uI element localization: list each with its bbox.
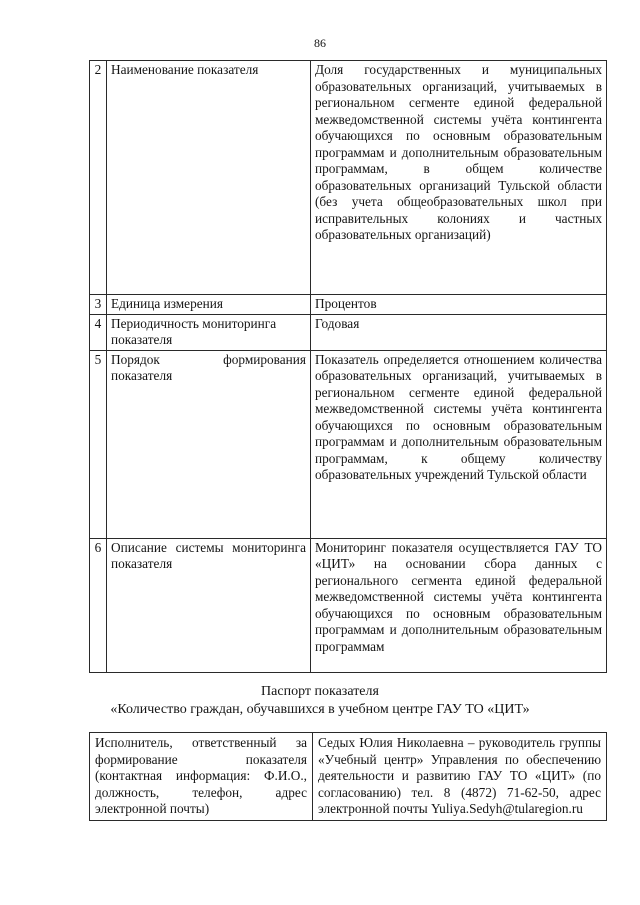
row-label: Единица измерения [107, 295, 311, 315]
table-row [90, 538, 607, 672]
row-label: Наименование показателя [107, 61, 311, 295]
row-value: Доля государственных и муниципальных образовательных организаций, учитываемых в региональном сегменте единой федеральной межведомственной системы учёта контингента обучающихся по основным образовательным программам и дополнительным образовательным программам, в общем количестве образовательных организаций Тульской области (без учета общеобразовательных школ при исправительных колониях и частных образовательных организаций) [311, 61, 607, 295]
indicator-table [89, 60, 607, 673]
row-label: Периодичность мониторинга показателя [107, 314, 311, 350]
row-number: 5 [90, 350, 107, 538]
passport-table [89, 732, 607, 821]
row-value: Процентов [311, 295, 607, 315]
table-row [90, 314, 607, 350]
row-number: 2 [90, 61, 107, 295]
table-row [90, 295, 607, 315]
executor-label: Исполнитель, ответственный за формирование показателя (контактная информация: Ф.И.О., должность, телефон, адрес электронной почты) [90, 733, 313, 821]
row-number: 6 [90, 538, 107, 672]
passport-subtitle: «Количество граждан, обучавшихся в учебном центре ГАУ ТО «ЦИТ» [110, 702, 530, 717]
row-number: 3 [90, 295, 107, 315]
row-label: Порядок формирования показателя [107, 350, 311, 538]
row-number: 4 [90, 314, 107, 350]
row-value: Мониторинг показателя осуществляется ГАУ ТО «ЦИТ» на основании сбора данных с регионального сегмента единой федеральной межведомственной системы учёта контингента обучающихся по основным образовательным программам и дополнительным образовательным программам [311, 538, 607, 672]
row-value: Показатель определяется отношением количества образовательных организаций, учитываемых в региональном сегменте единой федеральной межведомственной системы учёта контингента обучающихся по основным образовательным программам и дополнительным образовательным программам, к общему количеству образовательных учреждений Тульской области [311, 350, 607, 538]
passport-title: Паспорт показателя [261, 684, 379, 699]
row-value: Годовая [311, 314, 607, 350]
table-row [90, 733, 607, 821]
table-row [90, 61, 607, 295]
table-row [90, 350, 607, 538]
row-label: Описание системы мониторинга показателя [107, 538, 311, 672]
page-number: 86 [314, 36, 326, 50]
executor-value: Седых Юлия Николаевна – руководитель группы «Учебный центр» Управления по обеспечению деятельности и развитию ГАУ ТО «ЦИТ» (по согласованию) тел. 8 (4872) 71-62-50, адрес электронной почты Yuliya.Sedyh@tularegion.ru [313, 733, 607, 821]
